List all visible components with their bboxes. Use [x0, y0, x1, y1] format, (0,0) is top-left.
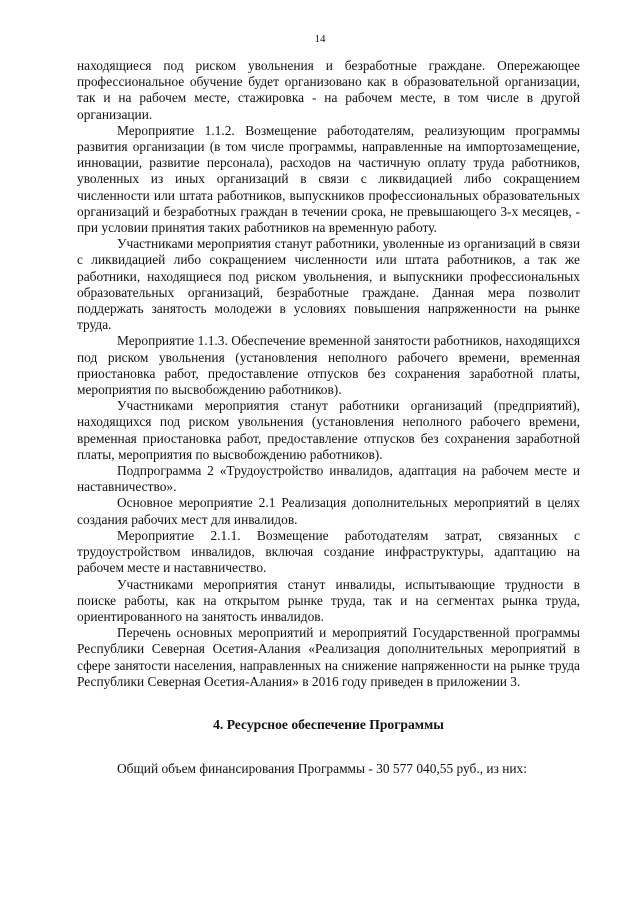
paragraph-2: Мероприятие 1.1.2. Возмещение работодателям, реализующим программы развития организации (в том числе программы, направленные на импортозамещение, инновации, развитие персонала), расходов на частичную оплату труда работников, уволенных из иных организаций в связи с ликвидацией либо сокращением численности или штата работников, выпускников профессиональных образовательных организаций и безработных граждан в течении срока, не превышающего 3-х месяцев, - при условии принятия таких работников на временную работу. — [77, 122, 580, 236]
paragraph-5: Участниками мероприятия станут работники организаций (предприятий), находящихся под риском увольнения (установления неполного рабочего времени, временная приостановка работ, предоставление отпусков без сохранения заработной платы, мероприятия по высвобождению работников). — [77, 398, 580, 462]
paragraph-4: Мероприятие 1.1.3. Обеспечение временной занятости работников, находящихся под риском увольнения (установления неполного рабочего времени, временная приостановка работ, предоставление отпусков без сохранения заработной платы, мероприятия по высвобождению работников). — [77, 333, 580, 398]
paragraph-8: Мероприятие 2.1.1. Возмещение работодателям затрат, связанных с трудоустройством инвалидов, включая создание инфраструктуры, адаптацию на рабочем месте и наставничество. — [77, 527, 580, 576]
paragraph-3: Участниками мероприятия станут работники, уволенные из организаций в связи с ликвидацией либо сокращением численности или штата работников, а так же работники, находящиеся под риском увольнения, и выпускники профессиональных образовательных организаций, безработные граждане. Данная мера позволит поддержать занятость молодежи в условиях повышения напряженности на рынке труда. — [77, 236, 580, 333]
document-body — [77, 58, 580, 777]
paragraph-6: Подпрограмма 2 «Трудоустройство инвалидов, адаптация на рабочем месте и наставничество». — [77, 463, 580, 495]
paragraph-7: Основное мероприятие 2.1 Реализация дополнительных мероприятий в целях создания рабочих мест для инвалидов. — [77, 495, 580, 527]
paragraph-1: находящиеся под риском увольнения и безработные граждане. Опережающее профессиональное обучение будет организовано как в образовательной организации, так и на рабочем месте, стажировка - на рабочем месте, в том числе в другой организации. — [77, 58, 580, 122]
paragraph-10: Перечень основных мероприятий и мероприятий Государственной программы Республики Северная Осетия-Алания «Реализация дополнительных мероприятий в сфере занятости населения, направленных на снижение напряженности на рынке труда Республики Северная Осетия-Алания» в 2016 году приведен в приложении 3. — [77, 625, 580, 689]
paragraph-9: Участниками мероприятия станут инвалиды, испытывающие трудности в поиске работы, как на открытом рынке труда, так и на сегментах рынка труда, ориентированного на занятость инвалидов. — [77, 576, 580, 624]
funding-paragraph: Общий объем финансирования Программы - 30 577 040,55 руб., из них: — [117, 761, 527, 777]
page-number: 14 — [314, 33, 326, 45]
section-heading: 4. Ресурсное обеспечение Программы — [213, 716, 444, 732]
